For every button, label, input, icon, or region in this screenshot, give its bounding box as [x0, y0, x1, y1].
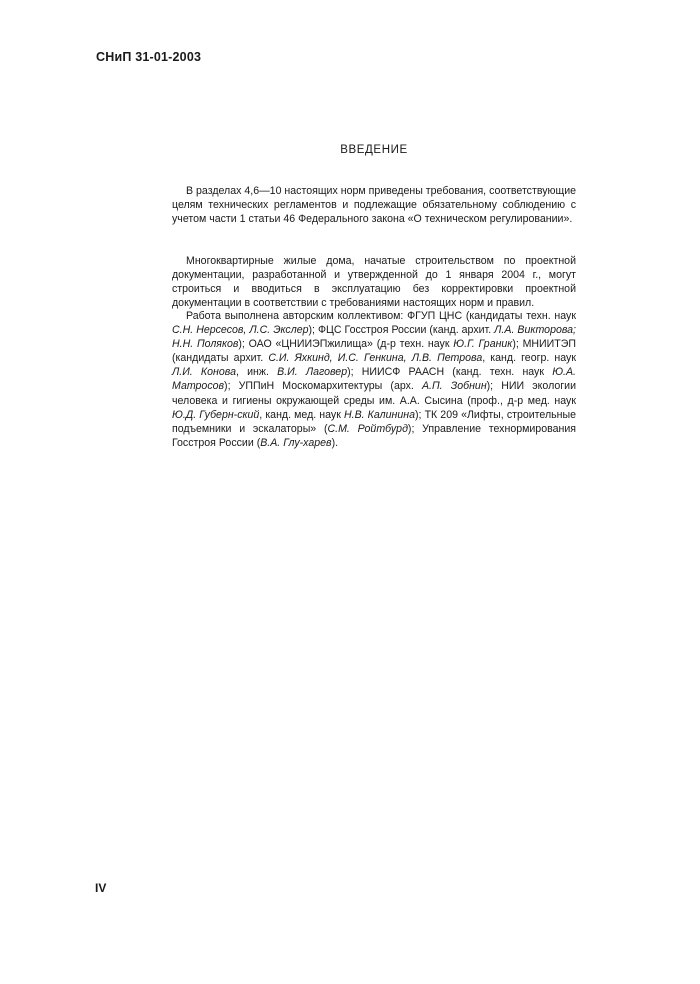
author-names: С.И. Яхкинд, И.С. Генкина, Л.В. Петрова [268, 352, 483, 365]
author-names: А.П. Зобнин [421, 380, 487, 393]
author-names: Ю.Д. Губерн-ский [172, 408, 260, 421]
authors-text: ). [331, 436, 339, 449]
author-names: В.А. Глу-харев [260, 436, 332, 449]
authors-text: ); ФЦС Госстроя России (канд. архит. [308, 324, 495, 337]
paragraph-requirements-text: В разделах 4,6—10 настоящих норм приведены требования, соответствующие целям технических регламентов и подлежащие обязательному соблюдению с учетом части 1 статьи 46 Федерального закона «О техническом регулировании». [172, 185, 576, 226]
authors-text: ); НИИСФ РААСН (канд. техн. наук [347, 366, 553, 379]
authors-text: ); ТК 209 «Лифты, строительные подъемники и эскалаторы» ( [172, 408, 576, 435]
authors-text: ); ОАО «ЦНИИЭПжилища» (д-р техн. наук [238, 338, 454, 351]
authors-text: ); УППиН Москомархитектуры (арх. [224, 380, 422, 393]
document-code: СНиП 31-01-2003 [96, 50, 202, 64]
authors-text: , канд. мед. наук [259, 408, 344, 421]
paragraph-transition [172, 254, 576, 310]
authors-text: Работа выполнена авторским коллективом: ФГУП ЦНС (кандидаты техн. наук [186, 310, 576, 322]
authors-text: ); Управление технормирования Госстроя России ( [172, 422, 576, 449]
author-names: Ю.А. Матросов [172, 366, 576, 393]
author-names: С.М. Ройтбурд [327, 422, 408, 435]
author-names: Л.И. Конова [172, 366, 236, 379]
authors-text: ); НИИ экологии человека и гигиены окружающей среды им. А.А. Сысина (проф., д-р мед. наук [172, 380, 576, 407]
paragraph-requirements [172, 184, 576, 226]
author-names: С.Н. Нерсесов, Л.С. Экслер [172, 324, 309, 337]
paragraph-authors-text [172, 309, 576, 450]
paragraph-transition-text: Многоквартирные жилые дома, начатые строительством по проектной документации, разработанной и утвержденной до 1 января 2004 г., могут строиться и вводиться в эксплуатацию без корректировки проектной документации в соответствии с требованиями настоящих норм и правил. [172, 255, 576, 310]
page-number: IV [95, 881, 107, 895]
author-names: Н.В. Калинина [343, 408, 415, 421]
author-names: Ю.Г. Граник [453, 338, 513, 351]
authors-text: ); МНИИТЭП (кандидаты архит. [172, 338, 576, 365]
authors-text: , канд. геогр. наук [482, 352, 576, 365]
section-title: ВВЕДЕНИЕ [340, 144, 408, 156]
author-names: Л.А. Викторова; Н.Н. Поляков [172, 324, 576, 351]
author-names: В.И. Лаговер [277, 366, 348, 379]
paragraph-authors [172, 309, 576, 450]
authors-text: , инж. [235, 366, 278, 379]
